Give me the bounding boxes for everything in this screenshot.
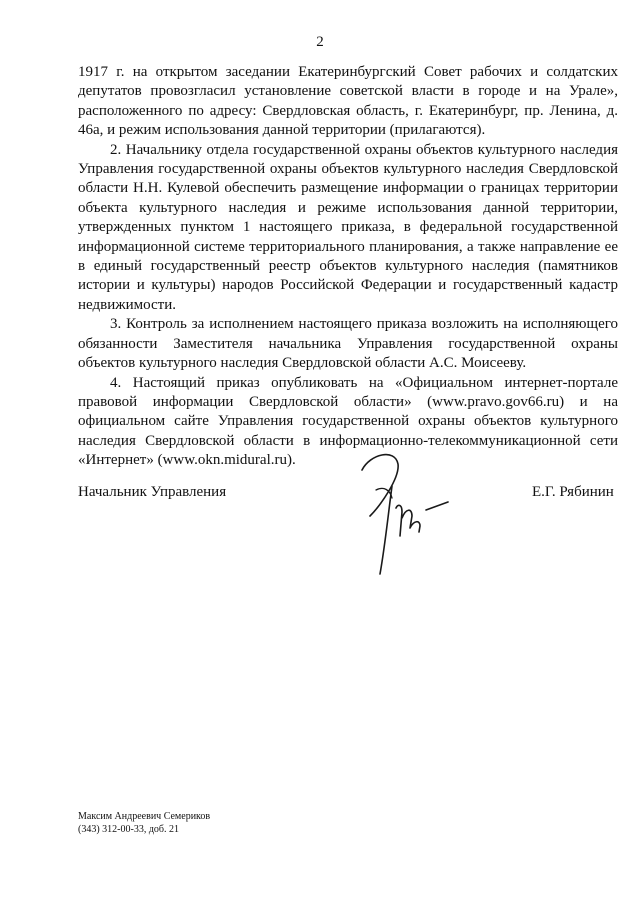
paragraph-continuation: 1917 г. на открытом заседании Екатеринбургский Совет рабочих и солдатских депутатов провозгласил установление советской власти в городе и на Урале», расположенного по адресу: Свердловская область, г. Екатеринбург, пр. Ленина, д. 46а, и режим использования данной территории (прилагаются). <box>78 64 618 139</box>
paragraph-item-4: 4. Настоящий приказ опубликовать на «Официальном интернет-портале правовой информации Свердловской области» (www.pravo.gov66.ru) и на официальном сайте Управления государственной охраны объектов культурного наследия Свердловской области в информационно-телекоммуникационной сети «Интернет» (www.okn.midural.ru). <box>78 374 618 469</box>
executor-block <box>78 810 210 836</box>
paragraph-item-3: 3. Контроль за исполнением настоящего приказа возложить на исполняющего обязанности Заместителя начальника Управления государственной охраны объектов культурного наследия Свердловской области А.С. Моисееву. <box>78 316 618 372</box>
page-number: 2 <box>316 34 324 50</box>
executor-phone: (343) 312-00-33, доб. 21 <box>78 824 179 835</box>
document-body <box>78 63 618 471</box>
paragraph-item-2: 2. Начальнику отдела государственной охраны объектов культурного наследия Управления государственной охраны объектов культурного наследия Свердловской области Н.Н. Кулевой обеспечить размещение информации о границах территории объекта культурного наследия и режиме использования данной территории, утвержденных пунктом 1 настоящего приказа, в федеральной государственной информационной системе территориального планирования, а также направление ее в единый государственный реестр объектов культурного наследия (памятников истории и культуры) народов Российской Федерации и государственный кадастр недвижимости. <box>78 141 618 313</box>
handwritten-signature <box>340 446 470 581</box>
executor-name: Максим Андреевич Семериков <box>78 811 211 822</box>
signatory-position: Начальник Управления <box>78 484 227 500</box>
signatory-name: Е.Г. Рябинин <box>532 484 614 500</box>
